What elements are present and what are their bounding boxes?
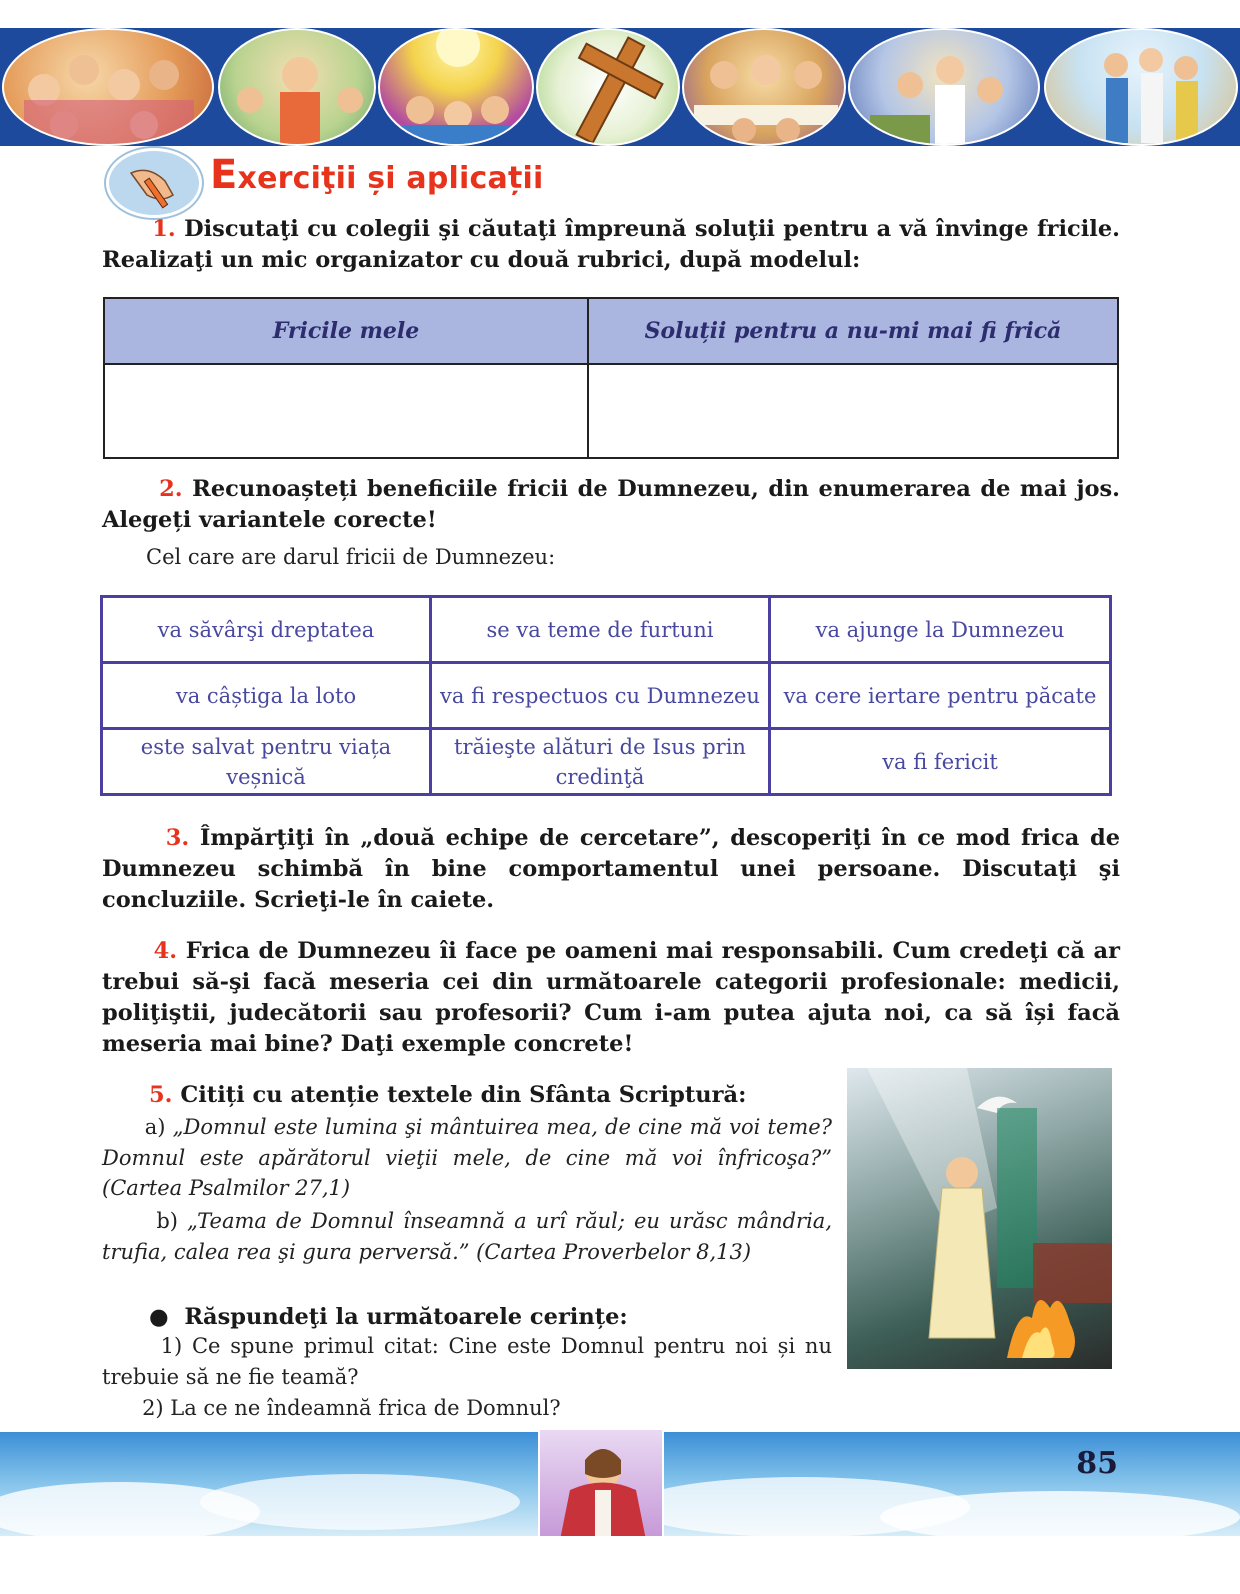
footer-jesus-illustration bbox=[538, 1428, 664, 1538]
option-cell: trăieşte alături de Isus prin credinţă bbox=[431, 729, 770, 795]
exercise-1-number: 1. bbox=[152, 216, 176, 242]
option-cell: va săvârşi dreptatea bbox=[102, 597, 431, 663]
option-cell: va ajunge la Dumnezeu bbox=[770, 597, 1111, 663]
quote-b: b) „Teama de Domnul înseamnă a urî răul; eu urăsc mândria, trufia, calea rea şi gura perversă.” (Cartea Proverbelor 8,13) bbox=[102, 1209, 832, 1264]
exercise-5-text: 5. Citiți cu atenție textele din Sfânta Scriptură: bbox=[149, 1082, 747, 1108]
question-2: 2) La ce ne îndeamnă frica de Domnul? bbox=[142, 1396, 561, 1420]
header-banner bbox=[0, 28, 1240, 146]
exercise-1-text: 1. Discutaţi cu colegii şi căutaţi împreună soluţii pentru a vă învinge fricile. Realizaţi un mic organizator cu două rubrici, după modelul: bbox=[102, 216, 1120, 273]
table-header-fears: Fricile mele bbox=[104, 298, 588, 364]
exercise-2-number: 2. bbox=[159, 476, 183, 502]
fears-organizer-table bbox=[103, 297, 1119, 459]
page-number: 85 bbox=[1076, 1446, 1118, 1481]
illustration-emmaus bbox=[1044, 28, 1238, 146]
option-cell: este salvat pentru viața veșnică bbox=[102, 729, 431, 795]
option-cell: va câștiga la loto bbox=[102, 663, 431, 729]
exercise-3-text: 3. Împărţiţi în „două echipe de cercetare”, descoperiţi în ce mod frica de Dumnezeu schimbă în bine comportamentul unei persoane. Discutaţi şi concluziile. Scrieţi-le în caiete. bbox=[102, 825, 1121, 913]
option-cell: va cere iertare pentru păcate bbox=[770, 663, 1111, 729]
exercise-4-text: 4. Frica de Dumnezeu îi face pe oameni mai responsabili. Cum credeţi că ar trebui să-şi facă meseria cei din următoarele categorii profesionale: medicii, poliţiştii, judecătorii sau profesorii? Cum i-am putea ajuta noi, ca să își facă meseria mai bine? Daţi exemple concrete! bbox=[102, 938, 1120, 1057]
question-1: 1) Ce spune primul citat: Cine este Domnul pentru noi și nu trebuie să ne fie teamă? bbox=[102, 1334, 832, 1389]
exercise-2-intro: Cel care are darul fricii de Dumnezeu: bbox=[146, 545, 556, 569]
illustration-children bbox=[2, 28, 214, 146]
benefits-table bbox=[100, 595, 1112, 796]
illustration-cross bbox=[536, 28, 680, 146]
exercise-4-number: 4. bbox=[153, 938, 178, 964]
exercise-5-number: 5. bbox=[149, 1082, 173, 1108]
illustration-pentecost bbox=[378, 28, 534, 146]
table-cell-fears-empty bbox=[104, 364, 588, 458]
requirements-heading: ● Răspundeţi la următoarele cerințe: bbox=[149, 1304, 628, 1330]
bullet-icon: ● bbox=[149, 1304, 169, 1330]
exercise-3-number: 3. bbox=[165, 825, 190, 851]
illustration-boy-praying bbox=[847, 1068, 1112, 1369]
exercise-2-text: 2. Recunoașteți beneficiile fricii de Dumnezeu, din enumerarea de mai jos. Alegeți variantele corecte! bbox=[102, 476, 1121, 533]
quote-a: a) „Domnul este lumina şi mântuirea mea, de cine mă voi teme? Domnul este apărătorul vieţii mele, de cine mă voi înfricoşa?” (Cartea Psalmilor 27,1) bbox=[102, 1115, 832, 1200]
illustration-last-supper bbox=[682, 28, 846, 146]
illustration-temple bbox=[848, 28, 1040, 146]
option-cell: va fi respectuos cu Dumnezeu bbox=[431, 663, 770, 729]
option-cell: va fi fericit bbox=[770, 729, 1111, 795]
table-cell-solutions-empty bbox=[588, 364, 1118, 458]
illustration-jesus-crowd bbox=[218, 28, 376, 146]
section-title: Exerciţii și aplicații bbox=[210, 152, 544, 198]
writing-hand-icon bbox=[106, 148, 202, 218]
option-cell: se va teme de furtuni bbox=[431, 597, 770, 663]
table-header-solutions: Soluții pentru a nu-mi mai fi frică bbox=[588, 298, 1118, 364]
